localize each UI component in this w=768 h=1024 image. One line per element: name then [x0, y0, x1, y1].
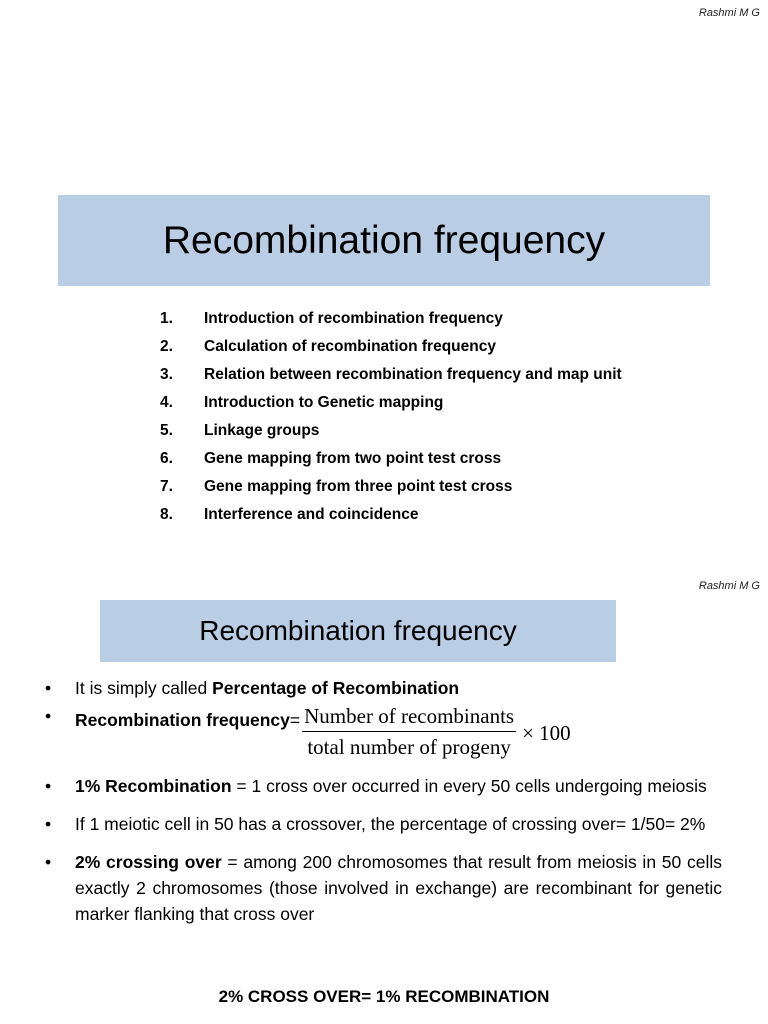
list-text: Interference and coincidence	[204, 506, 419, 523]
list-item	[160, 476, 646, 497]
list-item	[40, 703, 722, 767]
list-item	[40, 811, 722, 837]
bold-text: Percentage of Recombination	[212, 678, 460, 698]
list-number: 7.	[160, 478, 173, 495]
list-item	[40, 773, 722, 799]
text: If 1 meiotic cell in 50 has a crossover, the percentage of crossing over= 1/50= 2%	[75, 814, 706, 834]
bullet-icon: •	[45, 814, 52, 834]
formula-multiplier: × 100	[522, 721, 571, 745]
list-item	[40, 849, 722, 927]
author-credit: Rashmi M G	[698, 580, 760, 592]
slide-title: Recombination frequency	[199, 615, 517, 646]
text: = among 200 chromosomes that result from meiosis in 50 cells exactly 2 chromosomes (those involved in exchange) are recombinant for genetic marker flanking that cross over	[75, 852, 722, 924]
list-number: 3.	[160, 366, 173, 383]
list-number: 6.	[160, 450, 173, 467]
formula-denominator: total number of progeny	[307, 735, 511, 759]
list-item	[40, 675, 722, 701]
list-number: 2.	[160, 338, 173, 355]
bold-text: 1% Recombination	[75, 776, 232, 796]
list-text: Calculation of recombination frequency	[204, 338, 496, 355]
formula-fraction	[302, 703, 516, 760]
list-item	[160, 420, 646, 441]
topics-list	[160, 308, 646, 532]
list-item	[160, 364, 646, 385]
formula-numerator: Number of recombinants	[302, 703, 516, 732]
list-text: Introduction of recombination frequency	[204, 310, 503, 327]
list-item	[160, 504, 646, 525]
bold-text: Recombination frequency	[75, 710, 290, 730]
text: It is simply called	[75, 678, 213, 698]
slide-title-banner	[100, 600, 616, 662]
bullet-icon: •	[45, 776, 52, 796]
list-item	[160, 336, 646, 357]
author-credit: Rashmi M G	[698, 7, 760, 19]
list-text: Linkage groups	[204, 422, 320, 439]
list-item	[160, 392, 646, 413]
bullet-icon: •	[45, 706, 52, 726]
list-item	[160, 448, 646, 469]
list-text: Introduction to Genetic mapping	[204, 394, 444, 411]
list-number: 5.	[160, 422, 173, 439]
slide-title: Recombination frequency	[162, 218, 606, 262]
list-number: 1.	[160, 310, 173, 327]
bullet-list	[40, 675, 722, 927]
equals-sign: =	[289, 710, 301, 730]
list-text: Relation between recombination frequency and map unit	[204, 366, 622, 383]
bullet-icon: •	[45, 678, 52, 698]
bullet-icon: •	[45, 852, 52, 872]
list-item	[160, 308, 646, 329]
conclusion-text: 2% CROSS OVER= 1% RECOMBINATION	[218, 987, 550, 1006]
list-number: 4.	[160, 394, 173, 411]
list-text: Gene mapping from three point test cross	[204, 478, 513, 495]
slide-title-banner	[58, 195, 710, 286]
list-text: Gene mapping from two point test cross	[204, 450, 502, 467]
formula	[75, 703, 722, 767]
bold-text: 2% crossing over	[75, 852, 222, 872]
list-number: 8.	[160, 506, 173, 523]
text: = 1 cross over occurred in every 50 cells undergoing meiosis	[231, 776, 707, 796]
